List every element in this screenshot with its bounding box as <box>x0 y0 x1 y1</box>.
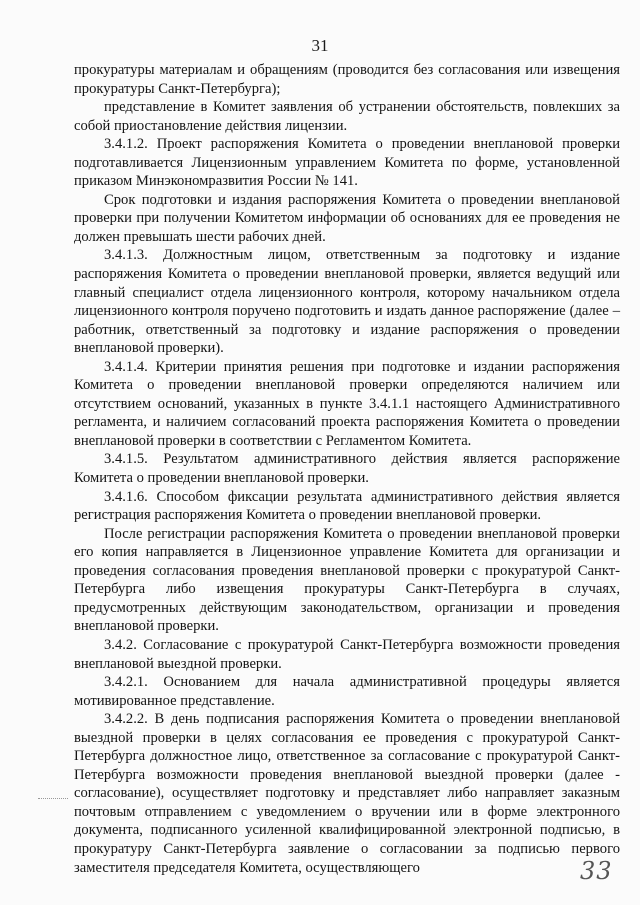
paragraph: 3.4.1.3. Должностным лицом, ответственным за подготовку и издание распоряжения Комитета о проведении внеплановой проверки, является ведущий или главный специалист отдела лицензионного контроля, которому начальником отдела лицензионного контроля поручено подготовить и издать данное распоряжение (далее – работник, ответственный за подготовку и издание распоряжения о проведении внеплановой проверки). <box>74 247 620 357</box>
paragraph: прокуратуры материалам и обращениям (проводится без согласования или извещения прокуратуры Санкт-Петербурга); <box>74 62 620 97</box>
page-number: 31 <box>311 36 329 55</box>
paragraph: 3.4.2. Согласование с прокуратурой Санкт-Петербурга возможности проведения внеплановой выездной проверки. <box>74 636 620 672</box>
paragraph: 3.4.1.6. Способом фиксации результата административного действия является регистрация распоряжения Комитета о проведении внеплановой проверки. <box>74 488 620 524</box>
document-body <box>74 61 620 877</box>
paragraph: 3.4.1.2. Проект распоряжения Комитета о проведении внеплановой проверки подготавливается Лицензионным управлением Комитета по форме, установленной приказом Минэкономразвития России № 141. <box>74 136 620 190</box>
paragraph: 3.4.1.5. Результатом административного действия является распоряжение Комитета о проведении внеплановой проверки. <box>74 451 620 487</box>
paragraph: Срок подготовки и издания распоряжения Комитета о проведении внеплановой проверки при получении Комитетом информации об основаниях для ее проведения не должен превышать шести рабочих дней. <box>74 191 620 245</box>
paragraph: 3.4.2.2. В день подписания распоряжения Комитета о проведении внеплановой выездной проверки в целях согласования ее проведения с прокуратурой Санкт-Петербурга должностное лицо, ответственное за согласование с прокуратурой Санкт-Петербурга возможности проведения внеплановой выездной проверки (далее - согласование), осуществляет подготовку и представляет либо направляет заказным почтовым отправлением с уведомлением о вручении или в форме электронного документа, подписанного усиленной квалифицированной электронной подписью, в прокуратуру Санкт-Петербурга заявление о согласовании за подписью первого заместителя председателя Комитета, осуществляющего <box>74 711 620 876</box>
scan-artifact-line <box>38 798 68 799</box>
handwritten-page-number: 33 <box>580 857 613 885</box>
paragraph: После регистрации распоряжения Комитета о проведении внеплановой проверки его копия направляется в Лицензионное управление Комитета для организации и проведения согласования проведения внеплановой проверки с прокуратурой Санкт-Петербурга либо извещения прокуратуры Санкт-Петербурга в случаях, предусмотренных действующим законодательством, организации и проведения внеплановой проверки. <box>74 525 620 635</box>
paragraph: 3.4.1.4. Критерии принятия решения при подготовке и издании распоряжения Комитета о проведении внеплановой проверки определяются наличием или отсутствием оснований, указанных в пункте 3.4.1.1 настоящего Административного регламента, и наличием согласований проекта распоряжения Комитета о проведении внеплановой проверки в соответствии с Регламентом Комитета. <box>74 358 620 449</box>
paragraph: 3.4.2.1. Основанием для начала административной процедуры является мотивированное представление. <box>74 674 620 709</box>
paragraph: представление в Комитет заявления об устранении обстоятельств, повлекших за собой приостановление действия лицензии. <box>74 99 620 134</box>
